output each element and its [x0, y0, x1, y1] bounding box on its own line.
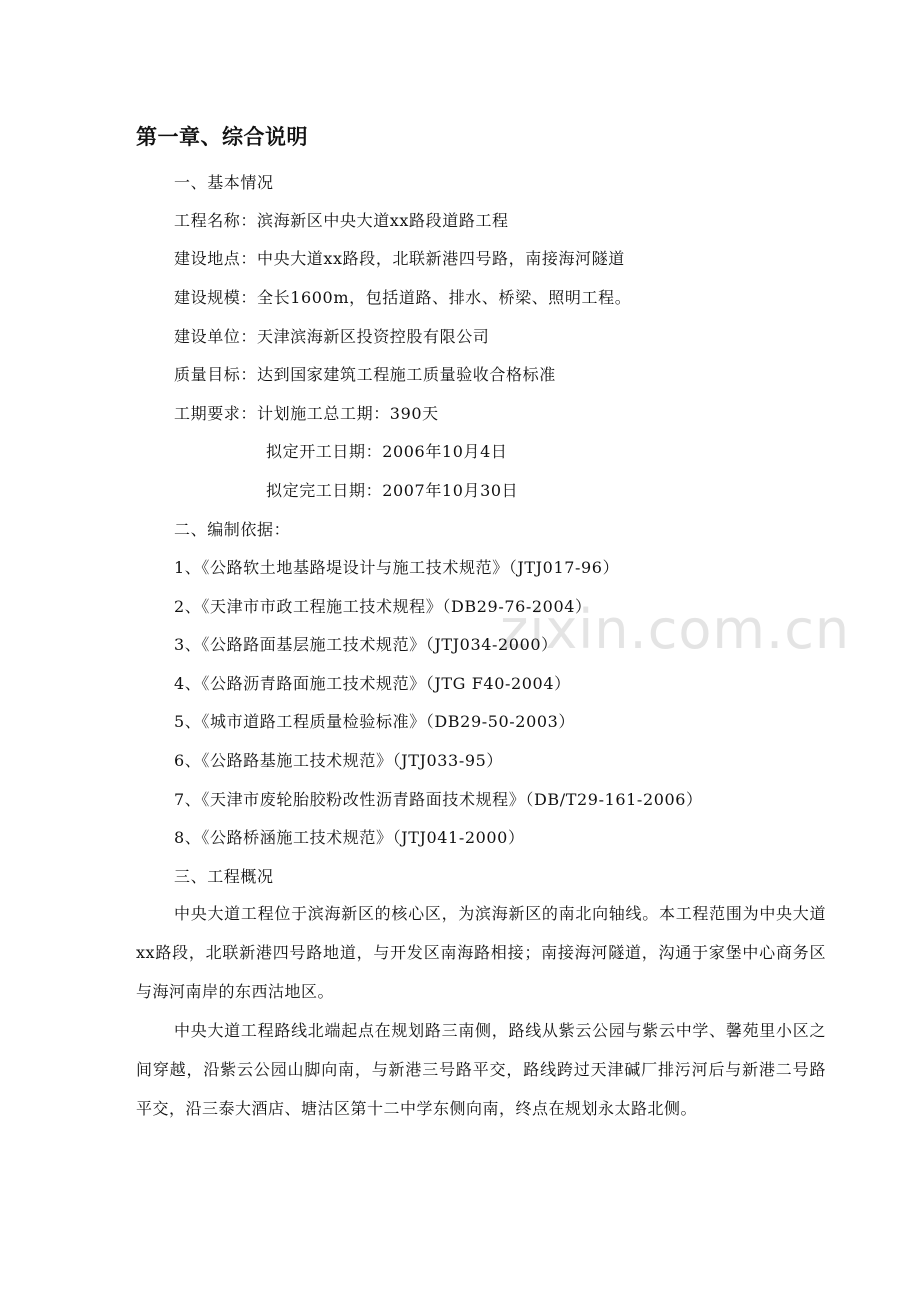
list-item: 7、《天津市废轮胎胶粉改性沥青路面技术规程》（DB/T29-161-2006） [174, 790, 703, 809]
overview-paragraph: 中央大道工程位于滨海新区的核心区，为滨海新区的南北向轴线。本工程范围为中央大道xx路段，北联新港四号路地道，与开发区南海路相接；南接海河隧道，沟通于家堡中心商务区与海河南岸的东西沽地区。 [136, 904, 826, 1001]
list-item: 8、《公路桥涵施工技术规范》（JTJ041-2000） [174, 828, 525, 847]
project-location: 建设地点：中央大道xx路段，北联新港四号路，南接海河隧道 [174, 249, 625, 268]
list-item: 3、《公路路面基层施工技术规范》（JTJ034-2000） [174, 635, 558, 654]
watermark: zixin.com.cn [500, 598, 851, 661]
planned-start-date: 拟定开工日期：2006年10月4日 [266, 442, 508, 461]
section-heading-basic-info: 一、基本情况 [174, 173, 274, 192]
list-item: 5、《城市道路工程质量检验标准》（DB29-50-2003） [174, 712, 576, 731]
schedule-requirement: 工期要求：计划施工总工期：390天 [174, 404, 439, 423]
project-owner: 建设单位：天津滨海新区投资控股有限公司 [174, 327, 490, 346]
quality-target: 质量目标：达到国家建筑工程施工质量验收合格标准 [174, 365, 556, 384]
list-item: 1、《公路软土地基路堤设计与施工技术规范》（JTJ017-96） [174, 558, 620, 577]
overview-paragraph: 中央大道工程路线北端起点在规划路三南侧，路线从紫云公园与紫云中学、馨苑里小区之间穿越，沿紫云公园山脚向南，与新港三号路平交，路线跨过天津碱厂排污河后与新港二号路平交，沿三泰大酒店、塘沽区第十二中学东侧向南，终点在规划永太路北侧。 [136, 1021, 826, 1118]
planned-end-date: 拟定完工日期：2007年10月30日 [266, 481, 519, 500]
project-name: 工程名称：滨海新区中央大道xx路段道路工程 [174, 211, 509, 230]
section-heading-overview: 三、工程概况 [174, 867, 274, 886]
chapter-heading: 第一章、综合说明 [136, 125, 308, 149]
project-scale: 建设规模：全长1600m，包括道路、排水、桥梁、照明工程。 [174, 288, 632, 307]
list-item: 4、《公路沥青路面施工技术规范》（JTG F40-2004） [174, 674, 571, 693]
section-heading-basis: 二、编制依据： [174, 520, 291, 539]
list-item: 2、《天津市市政工程施工技术规程》（DB29-76-2004） [174, 597, 592, 616]
list-item: 6、《公路路基施工技术规范》（JTJ033-95） [174, 751, 503, 770]
